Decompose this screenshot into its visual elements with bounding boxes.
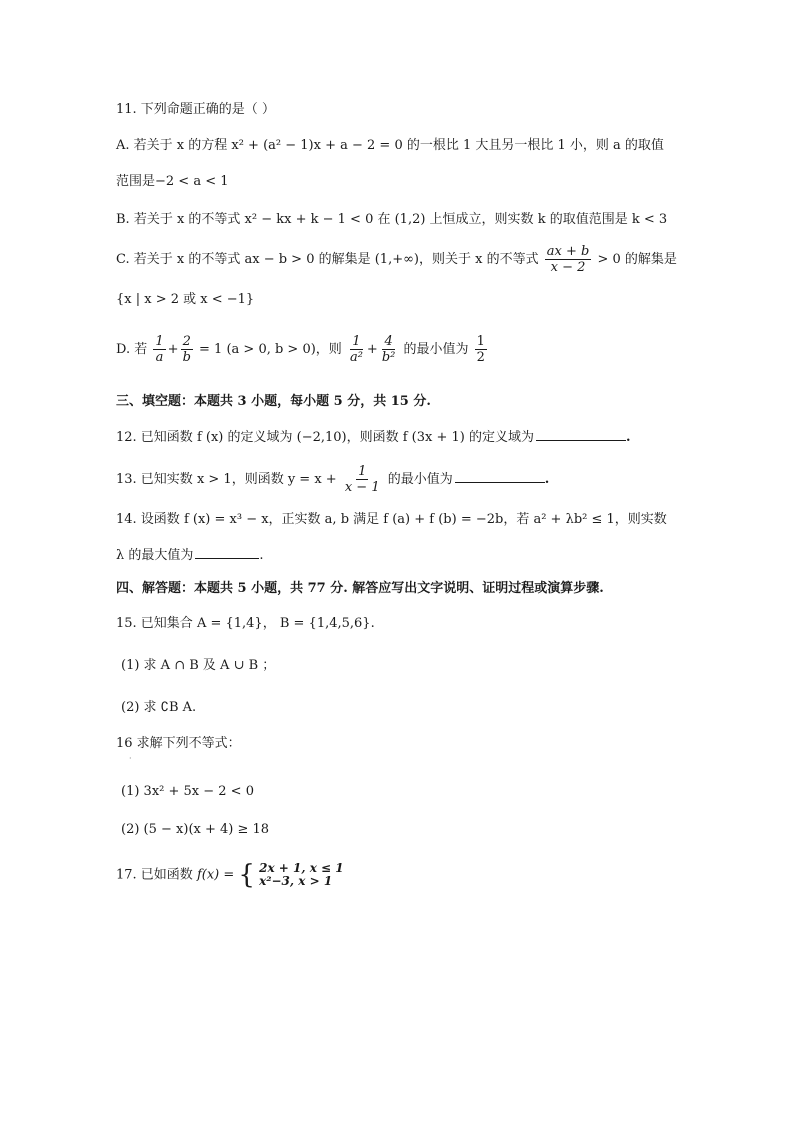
denominator: 2: [476, 350, 485, 365]
fraction-4-over-b2: [380, 334, 398, 365]
numerator: 1: [155, 334, 164, 349]
case-1: 2x + 1, x ≤ 1: [259, 861, 344, 875]
numerator: 2: [182, 334, 191, 349]
q11-option-a-line1: A. 若关于 x 的方程 x² + (a² − 1)x + a − 2 = 0 的一根比 1 大且另一根比 1 小，则 a 的取值: [116, 138, 664, 153]
numerator: 1: [476, 334, 485, 349]
q17: [116, 862, 344, 888]
q13-end: .: [544, 472, 550, 487]
q11-d-prefix: D. 若: [116, 342, 148, 357]
q14-line2: [116, 546, 264, 566]
fraction-2-over-b: [181, 334, 193, 365]
q14-line1: 14. 设函数 f (x) = x³ − x，正实数 a, b 满足 f (a) + f (b) = −2b，若 a² + λb² ≤ 1，则实数: [116, 512, 667, 527]
q11-c-fraction: [545, 244, 592, 275]
answer-blank[interactable]: [455, 482, 545, 483]
q16-stem: 16 求解下列不等式：: [116, 736, 241, 751]
q15-stem: 15. 已知集合 A = {1,4}， B = {1,4,5,6}.: [116, 616, 375, 631]
q14-end: .: [259, 548, 264, 563]
q15-part1: (1) 求 A ∩ B 及 A ∪ B ；: [121, 658, 276, 673]
q11-d-middle: = 1 (a > 0, b > 0)，则: [199, 342, 342, 357]
q16-part2: (2) (5 − x)(x + 4) ≥ 18: [121, 822, 270, 837]
q11-stem: 11. 下列命题正确的是（ ）: [116, 102, 275, 117]
q17-function-name: f(x) =: [196, 867, 235, 883]
numerator: 1: [358, 464, 367, 479]
q12-end: .: [626, 430, 631, 445]
q11-c-prefix: C. 若关于 x 的不等式 ax − b > 0 的解集是 (1,+∞)，则关于 x 的不等式: [116, 252, 539, 267]
answer-blank[interactable]: [195, 558, 259, 559]
q17-prefix: 17. 已如函数: [116, 867, 193, 883]
numerator: 1: [352, 334, 361, 349]
q13: [116, 464, 549, 495]
fraction-1-over-a: [153, 334, 165, 365]
case-2: x²−3, x > 1: [259, 874, 333, 888]
q12: [116, 428, 631, 448]
q11-option-a-line2: 范围是−2 < a < 1: [116, 174, 229, 189]
denominator: a: [155, 350, 164, 365]
q13-prefix: 13. 已知实数 x > 1，则函数 y = x +: [116, 472, 337, 487]
q15-part2: (2) 求 ∁B A.: [121, 700, 197, 715]
left-brace-icon: {: [238, 860, 255, 890]
q11-option-c-line1: [116, 244, 677, 275]
q11-option-d: D. 若 $\frac{1}{a}$ + $\frac{2}{b}$ = 1 (a > 0, b > 0)，则 $\frac{1}{\text{a²}}$ + $\frac{4}{\text{b²}}$ 的最小值为 $\frac{1}{2}$: [116, 334, 485, 365]
stray-dot: ·: [129, 754, 132, 763]
denominator: x − 1: [344, 480, 380, 495]
section-4-heading: 四、解答题：本题共 5 小题，共 77 分. 解答应写出文字说明、证明过程或演算步骤.: [116, 581, 604, 596]
piecewise-cases: [259, 862, 344, 888]
numerator: 4: [384, 334, 393, 349]
q14-text: λ 的最大值为: [116, 548, 194, 563]
fraction-1-over-a2: [348, 334, 365, 365]
q11-c-suffix: > 0 的解集是: [597, 252, 677, 267]
fraction-1-over-x-minus-1: [343, 464, 382, 495]
q12-text: 12. 已知函数 f (x) 的定义域为 (−2,10)，则函数 f (3x + 1) 的定义域为: [116, 430, 534, 445]
denominator: a²: [349, 350, 363, 365]
q11-option-c-line2: {x | x > 2 或 x < −1}: [116, 292, 255, 307]
denominator: b: [182, 350, 191, 365]
section-3-heading: 三、填空题：本题共 3 小题，每小题 5 分，共 15 分.: [116, 394, 431, 409]
fraction-1-over-2: [475, 334, 487, 365]
q16-part1: (1) 3x² + 5x − 2 < 0: [121, 784, 254, 799]
q11-d-suffix: 的最小值为: [403, 342, 469, 357]
q11-option-b: B. 若关于 x 的不等式 x² − kx + k − 1 < 0 在 (1,2) 上恒成立，则实数 k 的取值范围是 k < 3: [116, 212, 668, 227]
denominator: b²: [381, 350, 396, 365]
q13-suffix: 的最小值为: [387, 472, 453, 487]
q11-c-denominator: x − 2: [550, 260, 586, 275]
answer-blank[interactable]: [536, 440, 626, 441]
q11-c-numerator: ax + b: [546, 244, 590, 259]
